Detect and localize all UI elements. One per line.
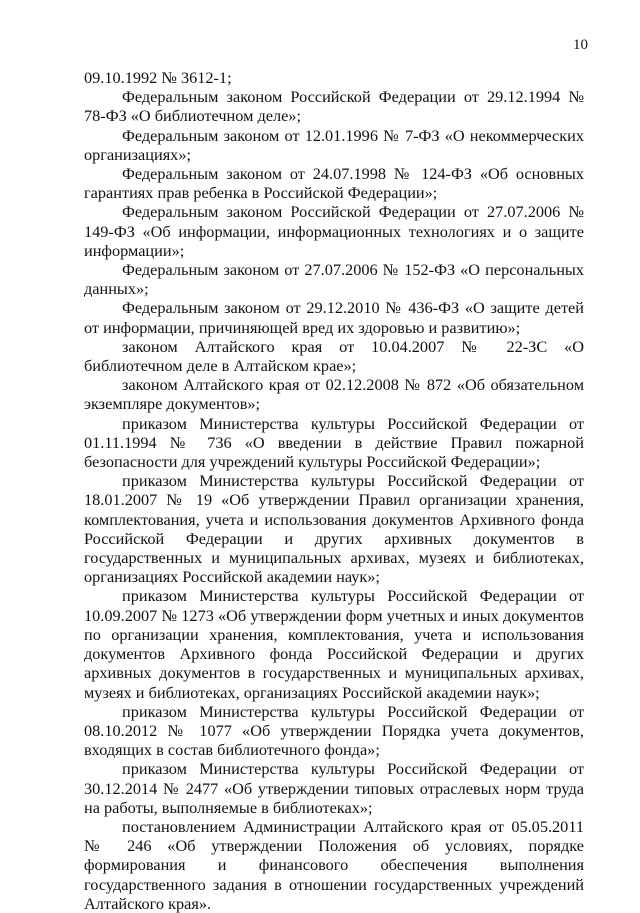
paragraph-order-library-accounting: приказом Министерства культуры Российской Федерации от 08.10.2012 № 1077 «Об утверждении Порядка учета документов, входящих в состав библиотечного фонда»; <box>84 701 584 760</box>
page-number: 10 <box>573 37 588 53</box>
paragraph-order-archive-forms: приказом Министерства культуры Российской Федерации от 10.09.2007 № 1273 «Об утверждении форм учетных и иных документов по организации хранения, комплектования, учета и использования документов Архивного фонда Российской Федерации и других архивных документов в государственных и муниципальных архивах, музеях и библиотеках, организациях Российской академии наук»; <box>84 586 584 702</box>
paragraph-law-information: Федеральным законом Российской Федерации от 27.07.2006 № 149-ФЗ «Об информации, информационных технологиях и о защите информации»; <box>84 202 584 260</box>
paragraph-law-child-protection: Федеральным законом от 29.12.2010 № 436-ФЗ «О защите детей от информации, причиняющей вред их здоровью и развитию»; <box>84 298 584 337</box>
paragraph-regional-law-library: законом Алтайского края от 10.04.2007 № 22-ЗС «О библиотечном деле в Алтайском крае»; <box>84 336 584 376</box>
paragraph-order-labor-norms: приказом Министерства культуры Российской Федерации от 30.12.2014 № 2477 «Об утверждении типовых отраслевых норм труда на работы, выполняемые в библиотеках»; <box>84 759 584 817</box>
paragraph-law-nonprofit: Федеральным законом от 12.01.1996 № 7-ФЗ «О некоммерческих организациях»; <box>84 125 584 164</box>
paragraph-order-archive-rules: приказом Министерства культуры Российской Федерации от 18.01.2007 № 19 «Об утверждении Правил организации хранения, комплектования, учета и использования документов Архивного фонда Российской Федерации и других архивных документов в государственных и муниципальных архивах, музеях и библиотеках, организациях Российской академии наук»; <box>84 471 584 587</box>
paragraph-law-child-rights: Федеральным законом от 24.07.1998 № 124-ФЗ «Об основных гарантиях прав ребенка в Российской Федерации»; <box>84 164 584 203</box>
document-body <box>84 68 584 913</box>
paragraph-law-personal-data: Федеральным законом от 27.07.2006 № 152-ФЗ «О персональных данных»; <box>84 260 584 299</box>
paragraph-order-fire-safety: приказом Министерства культуры Российской Федерации от 01.11.1994 № 736 «О введении в действие Правил пожарной безопасности для учреждений культуры Российской Федерации»; <box>84 413 584 472</box>
paragraph-law-library: Федеральным законом Российской Федерации от 29.12.1994 № 78-ФЗ «О библиотечном деле»; <box>84 87 584 126</box>
paragraph-continuation: 09.10.1992 № 3612-1; <box>84 68 232 87</box>
paragraph-resolution-state-task: постановлением Администрации Алтайского края от 05.05.2011 № 246 «Об утверждении Положения об условиях, порядке формирования и финансового обеспечения выполнения государственного задания в отношении государственных учреждений Алтайского края». <box>84 816 584 913</box>
paragraph-regional-law-mandatory-copy: законом Алтайского края от 02.12.2008 № 872 «Об обязательном экземпляре документов»; <box>84 375 584 414</box>
